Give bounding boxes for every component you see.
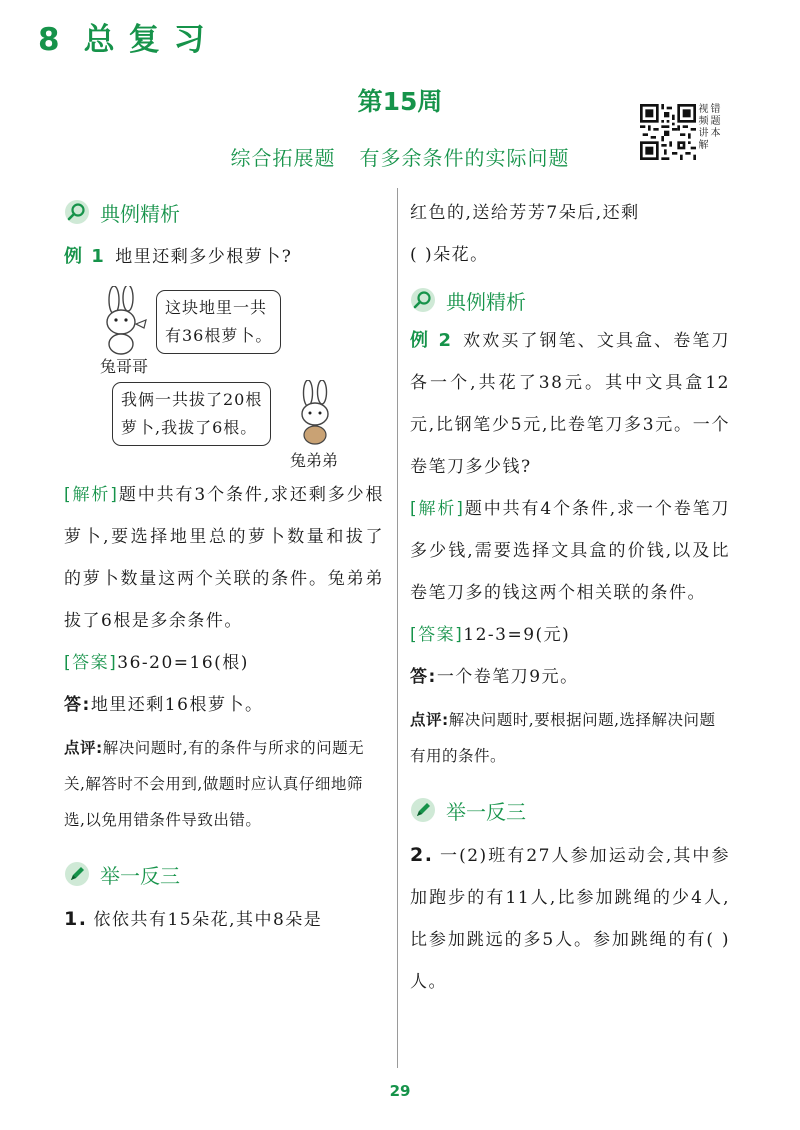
qr-label-video: 视频讲解 <box>698 104 709 151</box>
answer-tag: [答案] <box>410 625 464 645</box>
section-title: 典例精析 <box>446 289 526 314</box>
section-practice <box>64 854 384 894</box>
section-title: 举一反三 <box>446 799 526 824</box>
example-2-question: 例 2 欢欢买了钢笔、文具盒、卷笔刀各一个,共花了38元。其中文具盒12元,比钢笔少5元,比卷笔刀多3元。一个卷笔刀多少钱? <box>410 330 731 477</box>
rabbit-illustration <box>64 278 384 474</box>
example-label: 例 1 <box>64 246 106 267</box>
speaker-1: 兔哥哥 <box>100 357 149 376</box>
subtitle-left: 综合拓展题 <box>230 146 336 170</box>
column-divider <box>397 188 398 1068</box>
analysis-tag: [解析] <box>64 485 119 505</box>
example-1-question <box>64 236 384 278</box>
example-1-answer: [答案]36-20=16(根) <box>64 653 249 673</box>
pencil-icon <box>410 797 436 823</box>
question-1-start: 1. 依依共有15朵花,其中8朵是 <box>64 908 323 930</box>
section-title: 典例精析 <box>100 201 180 226</box>
subtitle-right: 有多余条件的实际问题 <box>359 146 570 170</box>
magnifier-icon <box>410 287 436 313</box>
rabbit-icon <box>292 380 342 446</box>
qr-label <box>698 104 721 152</box>
week-title: 第15周 <box>357 87 443 116</box>
example-2-analysis: [解析]题中共有4个条件,求一个卷笔刀多少钱,需要选择文具盒的价钱,以及比卷笔刀多的钱这两个相关联的条件。 <box>410 499 730 603</box>
question-number: 1. <box>64 908 88 930</box>
right-column <box>410 192 730 1003</box>
section-example-analysis <box>410 280 730 320</box>
section-practice <box>410 790 730 830</box>
question-2: 2. 一(2)班有27人参加运动会,其中参加跑步的有11人,比参加跳绳的少4人,比参加跳远的多5人。参加跳绳的有( )人。 <box>410 844 730 992</box>
example-2-reply: 答:一个卷笔刀9元。 <box>410 667 579 687</box>
left-column <box>64 192 384 941</box>
example-1-reply: 答:地里还剩16根萝卜。 <box>64 695 264 715</box>
example-1-comment: 点评:解决问题时,有的条件与所求的问题无关,解答时不会用到,做题时应认真仔细地筛选,以免用错条件导致出错。 <box>64 739 365 829</box>
example-2-comment: 点评:解决问题时,要根据问题,选择解决问题有用的条件。 <box>410 711 716 765</box>
question-number: 2. <box>410 844 434 866</box>
chapter-number: 8 <box>38 22 62 58</box>
rabbit-icon <box>96 286 152 356</box>
qr-label-errors: 错题本 <box>710 104 721 139</box>
chapter-heading <box>38 14 219 59</box>
example-2-answer: [答案]12-3=9(元) <box>410 625 571 645</box>
section-example-analysis <box>64 192 384 232</box>
speech-bubble-2: 我俩一共拔了20根 萝卜,我拔了6根。 <box>112 382 271 446</box>
answer-tag: [答案] <box>64 653 118 673</box>
pencil-icon <box>64 861 90 887</box>
qr-code-icon[interactable] <box>640 104 696 160</box>
speech-bubble-1: 这块地里一共 有36根萝卜。 <box>156 290 281 354</box>
question-1-continued: 红色的,送给芳芳7朵后,还剩 ( )朵花。 <box>410 203 640 265</box>
example-1-analysis: [解析]题中共有3个条件,求还剩多少根萝卜,要选择地里总的萝卜数量和拔了的萝卜数量这两个关联的条件。兔弟弟拔了6根是多余条件。 <box>64 485 384 631</box>
magnifier-icon <box>64 199 90 225</box>
section-title: 举一反三 <box>100 863 180 888</box>
speaker-2: 兔弟弟 <box>290 451 339 470</box>
example-label: 例 2 <box>410 330 453 351</box>
chapter-title: 总复习 <box>83 22 219 58</box>
question-text: 地里还剩多少根萝卜? <box>115 247 293 267</box>
page-number: 29 <box>389 1082 411 1100</box>
analysis-tag: [解析] <box>410 499 465 519</box>
